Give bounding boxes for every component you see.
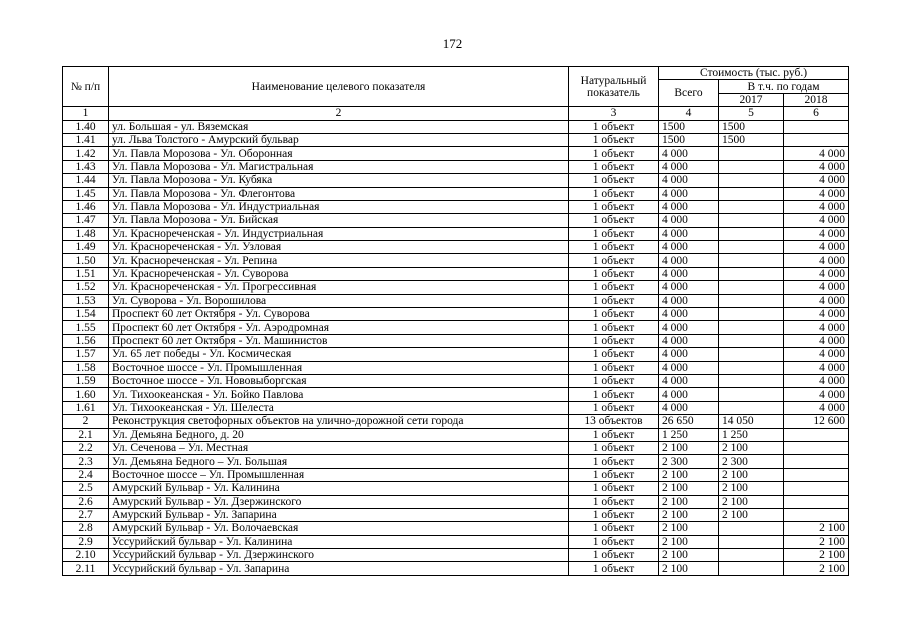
row-2018: 4 000 [784, 267, 849, 280]
row-2017 [719, 160, 784, 173]
row-natural: 1 объект [569, 321, 659, 334]
table-row [63, 187, 849, 200]
row-2017 [719, 227, 784, 240]
row-name: Ул. Краснореченская - Ул. Узловая [109, 241, 569, 254]
row-2017: 1 250 [719, 428, 784, 441]
row-name: Амурский Бульвар - Ул. Калинина [109, 482, 569, 495]
row-total: 1500 [659, 133, 719, 146]
row-natural: 1 объект [569, 267, 659, 280]
row-num: 1.45 [63, 187, 109, 200]
row-total: 4 000 [659, 321, 719, 334]
row-2018 [784, 495, 849, 508]
row-2018 [784, 428, 849, 441]
row-name: Ул. Павла Морозова - Ул. Индустриальная [109, 200, 569, 213]
row-2017 [719, 334, 784, 347]
row-num: 1.43 [63, 160, 109, 173]
header-num: № п/п [63, 67, 109, 107]
row-name: Реконструкция светофорных объектов на улично-дорожной сети города [109, 415, 569, 428]
table-row [63, 147, 849, 160]
row-num: 1.47 [63, 214, 109, 227]
row-name: Ул. Краснореченская - Ул. Индустриальная [109, 227, 569, 240]
row-total: 4 000 [659, 200, 719, 213]
colnum-4: 4 [659, 107, 719, 120]
row-name: Восточное шоссе – Ул. Промышленная [109, 468, 569, 481]
row-2017 [719, 281, 784, 294]
row-natural: 1 объект [569, 562, 659, 575]
row-total: 4 000 [659, 214, 719, 227]
row-total: 2 100 [659, 468, 719, 481]
row-num: 1.59 [63, 374, 109, 387]
row-total: 2 100 [659, 562, 719, 575]
table-row [63, 428, 849, 441]
row-total: 4 000 [659, 267, 719, 280]
row-2018: 2 100 [784, 522, 849, 535]
row-num: 2.4 [63, 468, 109, 481]
row-natural: 13 объектов [569, 415, 659, 428]
row-2018 [784, 508, 849, 521]
column-numbers-row [63, 107, 849, 120]
row-num: 1.61 [63, 401, 109, 414]
row-2017: 2 100 [719, 508, 784, 521]
row-natural: 1 объект [569, 535, 659, 548]
row-2018: 4 000 [784, 294, 849, 307]
row-num: 1.54 [63, 308, 109, 321]
page-number: 172 [442, 36, 463, 51]
table-row [63, 415, 849, 428]
row-natural: 1 объект [569, 388, 659, 401]
row-natural: 1 объект [569, 522, 659, 535]
row-2018: 4 000 [784, 401, 849, 414]
row-natural: 1 объект [569, 455, 659, 468]
row-2018 [784, 120, 849, 133]
header-total: Всего [659, 80, 719, 107]
row-num: 2.5 [63, 482, 109, 495]
row-2017 [719, 348, 784, 361]
row-total: 4 000 [659, 361, 719, 374]
row-natural: 1 объект [569, 200, 659, 213]
row-2018: 4 000 [784, 388, 849, 401]
row-name: ул. Большая - ул. Вяземская [109, 120, 569, 133]
row-natural: 1 объект [569, 428, 659, 441]
row-natural: 1 объект [569, 294, 659, 307]
row-2017 [719, 562, 784, 575]
table-row [63, 294, 849, 307]
row-2017: 2 100 [719, 468, 784, 481]
row-2017 [719, 374, 784, 387]
row-num: 1.41 [63, 133, 109, 146]
row-natural: 1 объект [569, 334, 659, 347]
row-name: Ул. Павла Морозова - Ул. Магистральная [109, 160, 569, 173]
row-2017 [719, 401, 784, 414]
row-2017: 1500 [719, 133, 784, 146]
row-total: 2 100 [659, 549, 719, 562]
row-natural: 1 объект [569, 441, 659, 454]
row-2018: 4 000 [784, 214, 849, 227]
row-num: 1.46 [63, 200, 109, 213]
row-2018 [784, 133, 849, 146]
row-num: 2.6 [63, 495, 109, 508]
row-total: 2 100 [659, 482, 719, 495]
row-num: 1.42 [63, 147, 109, 160]
row-num: 1.40 [63, 120, 109, 133]
table-row [63, 361, 849, 374]
header-name: Наименование целевого показателя [109, 67, 569, 107]
row-2018: 4 000 [784, 187, 849, 200]
row-2018: 4 000 [784, 334, 849, 347]
row-num: 2.2 [63, 441, 109, 454]
table-row [63, 455, 849, 468]
row-2017 [719, 174, 784, 187]
row-name: Ул. Суворова - Ул. Ворошилова [109, 294, 569, 307]
row-natural: 1 объект [569, 187, 659, 200]
row-total: 2 100 [659, 535, 719, 548]
row-2018: 2 100 [784, 562, 849, 575]
row-2017 [719, 147, 784, 160]
table-row [63, 401, 849, 414]
row-num: 1.52 [63, 281, 109, 294]
row-2018 [784, 441, 849, 454]
row-2017 [719, 187, 784, 200]
header-natural: Натуральный показатель [569, 67, 659, 107]
table-row [63, 281, 849, 294]
row-num: 1.53 [63, 294, 109, 307]
row-2018: 2 100 [784, 535, 849, 548]
row-total: 4 000 [659, 227, 719, 240]
table-row [63, 441, 849, 454]
colnum-6: 6 [784, 107, 849, 120]
table-row [63, 334, 849, 347]
row-2017 [719, 214, 784, 227]
row-natural: 1 объект [569, 120, 659, 133]
row-2017: 2 100 [719, 495, 784, 508]
row-2018: 4 000 [784, 227, 849, 240]
row-num: 1.48 [63, 227, 109, 240]
row-natural: 1 объект [569, 174, 659, 187]
row-natural: 1 объект [569, 254, 659, 267]
row-natural: 1 объект [569, 401, 659, 414]
row-num: 2.11 [63, 562, 109, 575]
row-2017 [719, 200, 784, 213]
row-2017 [719, 321, 784, 334]
row-name: Ул. Сеченова – Ул. Местная [109, 441, 569, 454]
row-total: 4 000 [659, 334, 719, 347]
row-2018: 12 600 [784, 415, 849, 428]
row-num: 2 [63, 415, 109, 428]
row-natural: 1 объект [569, 227, 659, 240]
row-total: 2 100 [659, 522, 719, 535]
row-2018: 4 000 [784, 254, 849, 267]
table-row [63, 522, 849, 535]
row-2017 [719, 267, 784, 280]
row-2017 [719, 549, 784, 562]
row-total: 2 300 [659, 455, 719, 468]
row-name: Ул. Павла Морозова - Ул. Кубяка [109, 174, 569, 187]
row-2017: 14 050 [719, 415, 784, 428]
row-2018: 4 000 [784, 361, 849, 374]
row-num: 2.9 [63, 535, 109, 548]
table-row [63, 535, 849, 548]
row-num: 1.55 [63, 321, 109, 334]
row-2018 [784, 468, 849, 481]
row-total: 26 650 [659, 415, 719, 428]
row-total: 4 000 [659, 401, 719, 414]
row-natural: 1 объект [569, 495, 659, 508]
table-row [63, 160, 849, 173]
row-2018: 4 000 [784, 321, 849, 334]
table-row [63, 133, 849, 146]
row-2018: 4 000 [784, 200, 849, 213]
row-natural: 1 объект [569, 348, 659, 361]
row-natural: 1 объект [569, 160, 659, 173]
row-total: 1 250 [659, 428, 719, 441]
row-name: Проспект 60 лет Октября - Ул. Машинистов [109, 334, 569, 347]
row-natural: 1 объект [569, 482, 659, 495]
row-2017: 2 300 [719, 455, 784, 468]
row-2018: 4 000 [784, 160, 849, 173]
row-2017: 2 100 [719, 482, 784, 495]
row-total: 4 000 [659, 254, 719, 267]
row-2018: 4 000 [784, 241, 849, 254]
row-num: 1.60 [63, 388, 109, 401]
row-name: ул. Льва Толстого - Амурский бульвар [109, 133, 569, 146]
row-total: 2 100 [659, 495, 719, 508]
row-name: Ул. Павла Морозова - Ул. Оборонная [109, 147, 569, 160]
row-total: 1500 [659, 120, 719, 133]
row-2018: 4 000 [784, 308, 849, 321]
colnum-5: 5 [719, 107, 784, 120]
table-row [63, 214, 849, 227]
row-num: 2.7 [63, 508, 109, 521]
row-num: 1.51 [63, 267, 109, 280]
row-name: Ул. Демьяна Бедного, д. 20 [109, 428, 569, 441]
row-name: Ул. Павла Морозова - Ул. Бийская [109, 214, 569, 227]
colnum-3: 3 [569, 107, 659, 120]
row-name: Ул. Тихоокеанская - Ул. Шелеста [109, 401, 569, 414]
row-2018 [784, 455, 849, 468]
row-name: Уссурийский бульвар - Ул. Дзержинского [109, 549, 569, 562]
row-total: 4 000 [659, 160, 719, 173]
table-row [63, 348, 849, 361]
row-total: 2 100 [659, 508, 719, 521]
row-2018: 4 000 [784, 374, 849, 387]
table-row [63, 388, 849, 401]
table-row [63, 468, 849, 481]
row-num: 1.57 [63, 348, 109, 361]
table-row [63, 120, 849, 133]
row-name: Амурский Бульвар - Ул. Дзержинского [109, 495, 569, 508]
table-row [63, 508, 849, 521]
row-2017 [719, 522, 784, 535]
header-2018: 2018 [784, 93, 849, 106]
row-2017 [719, 241, 784, 254]
row-total: 4 000 [659, 174, 719, 187]
row-total: 4 000 [659, 147, 719, 160]
table-row [63, 495, 849, 508]
table-header [63, 67, 849, 121]
row-natural: 1 объект [569, 374, 659, 387]
row-natural: 1 объект [569, 214, 659, 227]
row-2017: 1500 [719, 120, 784, 133]
indicators-table [62, 66, 849, 576]
row-total: 4 000 [659, 374, 719, 387]
row-2017 [719, 361, 784, 374]
row-num: 1.56 [63, 334, 109, 347]
table-row [63, 200, 849, 213]
table-row [63, 562, 849, 575]
row-num: 1.50 [63, 254, 109, 267]
row-natural: 1 объект [569, 361, 659, 374]
row-2018 [784, 482, 849, 495]
row-name: Ул. Краснореченская - Ул. Суворова [109, 267, 569, 280]
header-by-years: В т.ч. по годам [719, 80, 849, 93]
row-num: 2.8 [63, 522, 109, 535]
row-total: 4 000 [659, 241, 719, 254]
row-name: Ул. Краснореченская - Ул. Прогрессивная [109, 281, 569, 294]
row-natural: 1 объект [569, 508, 659, 521]
row-num: 2.10 [63, 549, 109, 562]
row-total: 4 000 [659, 348, 719, 361]
row-natural: 1 объект [569, 241, 659, 254]
row-2018: 4 000 [784, 281, 849, 294]
row-num: 2.3 [63, 455, 109, 468]
row-2017: 2 100 [719, 441, 784, 454]
row-natural: 1 объект [569, 549, 659, 562]
header-cost: Стоимость (тыс. руб.) [659, 67, 849, 80]
table-row [63, 308, 849, 321]
table-row [63, 227, 849, 240]
row-2018: 2 100 [784, 549, 849, 562]
table-row [63, 374, 849, 387]
row-num: 1.49 [63, 241, 109, 254]
row-natural: 1 объект [569, 281, 659, 294]
table-row [63, 549, 849, 562]
row-natural: 1 объект [569, 308, 659, 321]
row-total: 4 000 [659, 281, 719, 294]
row-name: Ул. Краснореченская - Ул. Репина [109, 254, 569, 267]
row-2017 [719, 254, 784, 267]
row-name: Уссурийский бульвар - Ул. Запарина [109, 562, 569, 575]
table-row [63, 321, 849, 334]
row-name: Ул. 65 лет победы - Ул. Космическая [109, 348, 569, 361]
row-natural: 1 объект [569, 468, 659, 481]
colnum-2: 2 [109, 107, 569, 120]
row-name: Ул. Павла Морозова - Ул. Флегонтова [109, 187, 569, 200]
row-name: Проспект 60 лет Октября - Ул. Аэродромная [109, 321, 569, 334]
row-total: 4 000 [659, 388, 719, 401]
row-2018: 4 000 [784, 348, 849, 361]
table-row [63, 482, 849, 495]
table-row [63, 174, 849, 187]
row-name: Уссурийский бульвар - Ул. Калинина [109, 535, 569, 548]
row-name: Ул. Демьяна Бедного – Ул. Большая [109, 455, 569, 468]
row-2017 [719, 294, 784, 307]
row-total: 4 000 [659, 294, 719, 307]
table-body [63, 120, 849, 575]
row-num: 2.1 [63, 428, 109, 441]
row-name: Амурский Бульвар - Ул. Волочаевская [109, 522, 569, 535]
row-name: Проспект 60 лет Октября - Ул. Суворова [109, 308, 569, 321]
row-2017 [719, 535, 784, 548]
row-name: Амурский Бульвар - Ул. Запарина [109, 508, 569, 521]
row-2018: 4 000 [784, 147, 849, 160]
colnum-1: 1 [63, 107, 109, 120]
header-2017: 2017 [719, 93, 784, 106]
row-total: 4 000 [659, 187, 719, 200]
row-2017 [719, 308, 784, 321]
row-natural: 1 объект [569, 133, 659, 146]
row-2017 [719, 388, 784, 401]
row-name: Восточное шоссе - Ул. Промышленная [109, 361, 569, 374]
row-2018: 4 000 [784, 174, 849, 187]
row-total: 4 000 [659, 308, 719, 321]
row-total: 2 100 [659, 441, 719, 454]
row-num: 1.58 [63, 361, 109, 374]
row-name: Восточное шоссе - Ул. Нововыборгская [109, 374, 569, 387]
table-row [63, 267, 849, 280]
row-name: Ул. Тихоокеанская - Ул. Бойко Павлова [109, 388, 569, 401]
row-num: 1.44 [63, 174, 109, 187]
table-row [63, 254, 849, 267]
row-natural: 1 объект [569, 147, 659, 160]
table-row [63, 241, 849, 254]
